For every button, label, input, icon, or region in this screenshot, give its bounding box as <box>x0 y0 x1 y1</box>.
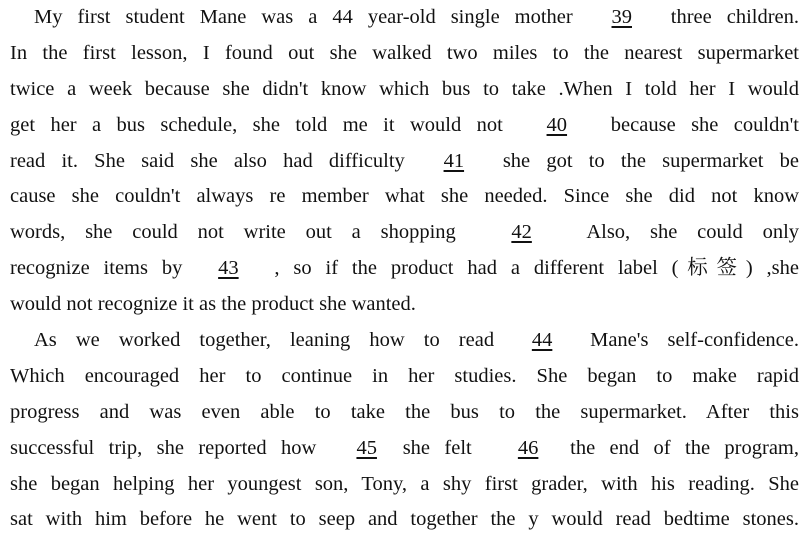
blank-46: 46 <box>517 436 539 459</box>
text-segment: Also, she could only <box>586 221 800 244</box>
blank-42: 42 <box>511 221 532 244</box>
line-11: Which encouraged her to continue in her studies. She began to make rapid <box>10 364 799 387</box>
line-8 <box>10 251 799 287</box>
text-segment: As we worked together, leaning how to read <box>34 329 495 352</box>
line-14: she began helping her youngest son, Tony, a shy first grader, with his reading. She <box>10 472 799 495</box>
text-segment: successful trip, she reported how <box>10 436 317 459</box>
line-5 <box>10 144 799 180</box>
line-13 <box>10 431 799 467</box>
paragraph-1 <box>10 0 799 323</box>
line-1 <box>10 0 799 36</box>
text-segment: My first student Mane was a 44 year-old single mother <box>34 6 573 28</box>
blank-40: 40 <box>546 113 568 136</box>
blank-45: 45 <box>356 436 377 459</box>
text-segment: Mane's self-confidence. <box>590 329 799 352</box>
text-segment: she got to the supermarket be <box>502 149 799 172</box>
text-segment: the end of the program, <box>570 436 799 459</box>
text-segment: , so if the product had a different label (标签) ,she <box>274 257 799 280</box>
line-2: In the first lesson, I found out she walked two miles to the nearest supermarket <box>10 41 799 64</box>
line-4 <box>10 108 799 144</box>
line-9: would not recognize it as the product she wanted. <box>10 293 416 316</box>
text-segment: words, she could not write out a shopping <box>10 221 456 244</box>
text-segment: three children. <box>670 6 800 28</box>
text-segment: because she couldn't <box>610 113 799 136</box>
text-segment: recognize items by <box>10 257 183 280</box>
blank-43: 43 <box>218 257 239 280</box>
line-3: twice a week because she didn't know which bus to take .When I told her I would <box>10 77 799 100</box>
blank-41: 41 <box>443 149 465 172</box>
line-12: progress and was even able to take the bus to the supermarket. After this <box>10 400 799 423</box>
line-15: sat with him before he went to seep and together the y would read bedtime stones. <box>10 508 799 531</box>
line-10 <box>10 323 799 359</box>
text-segment: get her a bus schedule, she told me it would not <box>10 113 503 136</box>
line-6: cause she couldn't always re member what she needed. Since she did not know <box>10 185 799 208</box>
line-7 <box>10 215 799 251</box>
paragraph-2 <box>10 323 799 538</box>
text-segment: she felt <box>402 436 472 459</box>
blank-44: 44 <box>531 329 553 352</box>
text-segment: read it. She said she also had difficulty <box>10 149 405 172</box>
blank-39: 39 <box>611 6 632 28</box>
